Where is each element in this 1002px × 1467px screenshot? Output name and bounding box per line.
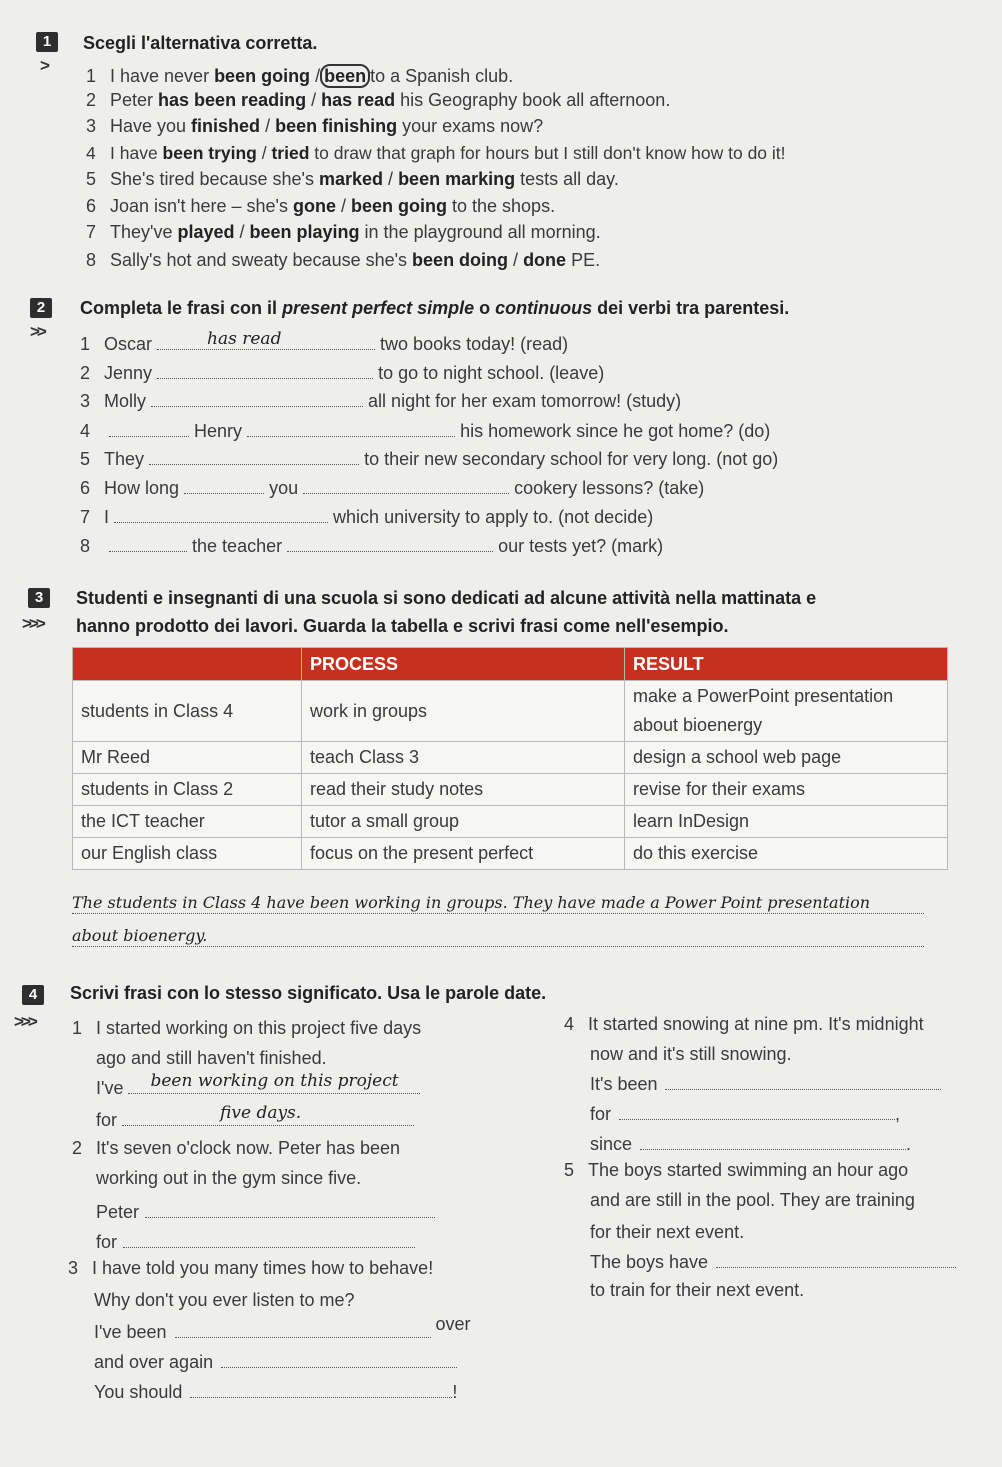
answer-blank[interactable]: [247, 422, 455, 437]
ex1-item-3: 3 Have you finished / been finishing your exams now?: [86, 116, 544, 136]
table-header-process: PROCESS: [302, 648, 625, 681]
ex1-item-2: 2 Peter has been reading / has read his Geography book all afternoon.: [86, 90, 671, 110]
ex2-item-8: 8 the teacher our tests yet? (mark): [80, 536, 664, 556]
table-cell-process: teach Class 3: [302, 742, 625, 774]
circled-answer: been: [320, 64, 370, 88]
answer-blank[interactable]: [145, 1203, 435, 1218]
ex1-item-8: 8 Sally's hot and sweaty because she's been doing / done PE.: [86, 250, 601, 270]
ex1-item-5: 5 She's tired because she's marked / been marking tests all day.: [86, 169, 619, 189]
exercise-3-heading-line-2: hanno prodotto dei lavori. Guarda la tabella e scrivi frasi come nell'esempio.: [76, 616, 729, 636]
table-cell-who: our English class: [73, 838, 302, 870]
answer-blank[interactable]: [114, 508, 328, 523]
answer-blank[interactable]: [190, 1383, 452, 1398]
level-indicator: >>>: [14, 1012, 35, 1031]
level-indicator: >>: [30, 322, 44, 341]
ex4-item-5-line-1: 5 The boys started swimming an hour ago: [564, 1160, 909, 1180]
table-row: [73, 838, 948, 870]
ex4-item-5-answer-2: to train for their next event.: [590, 1280, 805, 1300]
exercise-2-badge: 2: [30, 298, 52, 318]
table-cell-result: do this exercise: [625, 838, 948, 870]
ex1-item-1: 1 I have never been going / been to a Spanish club.: [86, 66, 514, 86]
process-result-table: [72, 647, 948, 870]
ex4-item-3-answer-2: and over again: [94, 1352, 457, 1373]
exercise-4-badge: 4: [22, 985, 44, 1005]
ex2-item-7: 7 I which university to apply to. (not decide): [80, 507, 654, 527]
table-cell-process: tutor a small group: [302, 806, 625, 838]
ex2-item-1: 1 Oscar has read two books today! (read): [80, 329, 569, 354]
exercise-3-heading-line-1: Studenti e insegnanti di una scuola si sono dedicati ad alcune attività nella mattinata e: [76, 588, 817, 608]
table-row: [73, 806, 948, 838]
level-indicator: >>>: [22, 614, 43, 633]
level-indicator: >: [40, 56, 47, 75]
ex4-item-1-answer-2: for five days.: [96, 1110, 414, 1131]
ex1-item-7: 7 They've played / been playing in the playground all morning.: [86, 222, 601, 242]
answer-blank[interactable]: [303, 479, 509, 494]
exercise-4-heading: Scrivi frasi con lo stesso significato. Usa le parole date.: [70, 983, 547, 1003]
ex4-item-1-line-1: 1 I started working on this project five days: [72, 1018, 422, 1038]
ex2-item-5: 5 They to their new secondary school for very long. (not go): [80, 449, 779, 469]
answer-blank[interactable]: [109, 422, 189, 437]
ex2-item-2: 2 Jenny to go to night school. (leave): [80, 363, 605, 383]
ex4-item-3-answer-1: I've been over: [94, 1314, 471, 1342]
answer-blank[interactable]: [287, 537, 493, 552]
table-cell-result: design a school web page: [625, 742, 948, 774]
ex2-item-3: 3 Molly all night for her exam tomorrow! (study): [80, 391, 682, 411]
exercise-1-badge: 1: [36, 32, 58, 52]
answer-blank[interactable]: [619, 1105, 895, 1120]
answer-blank[interactable]: [640, 1135, 906, 1150]
answer-blank[interactable]: [665, 1075, 941, 1090]
handwritten-answer: been working on this project: [150, 1071, 399, 1091]
answer-blank[interactable]: [184, 479, 264, 494]
handwritten-answer: has read: [207, 329, 282, 349]
table-cell-process: work in groups: [302, 681, 625, 742]
ex4-item-3-answer-3: You should !: [94, 1382, 458, 1402]
ex4-item-4-line-1: 4 It started snowing at nine pm. It's midnight: [564, 1014, 924, 1034]
table-row: [73, 742, 948, 774]
answer-blank[interactable]: [151, 392, 363, 407]
answer-blank[interactable]: [109, 537, 187, 552]
table-cell-process: focus on the present perfect: [302, 838, 625, 870]
table-header-result: RESULT: [625, 648, 948, 681]
table-cell-result: make a PowerPoint presentation about bioenergy: [625, 681, 948, 742]
ex4-item-3-line-2: Why don't you ever listen to me?: [94, 1290, 355, 1310]
ex1-item-6: 6 Joan isn't here – she's gone / been going to the shops.: [86, 196, 556, 216]
table-header-blank: [73, 648, 302, 681]
ex4-item-2-answer-1: Peter: [96, 1202, 435, 1223]
answer-blank[interactable]: [221, 1353, 457, 1368]
table-cell-process: read their study notes: [302, 774, 625, 806]
ex4-item-5-line-3: for their next event.: [590, 1222, 745, 1242]
ex1-item-4: 4 I have been trying / tried to draw that graph for hours but I still don't know how to do it!: [86, 143, 786, 163]
ex4-item-4-answer-1: It's been: [590, 1074, 941, 1095]
ex2-item-4: 4 Henry his homework since he got home? (do): [80, 421, 771, 441]
answer-blank[interactable]: [123, 1233, 415, 1248]
example-answer-line-1: The students in Class 4 have been working in groups. They have made a Power Point presentation: [72, 893, 924, 914]
ex4-item-1-answer-1: I've been working on this project: [96, 1078, 420, 1099]
answer-blank[interactable]: [716, 1253, 956, 1268]
answer-blank[interactable]: [149, 450, 359, 465]
example-answer-line-2: about bioenergy.: [72, 926, 924, 947]
ex4-item-5-answer-1: The boys have: [590, 1252, 956, 1273]
table-row: [73, 681, 948, 742]
ex2-item-6: 6 How long you cookery lessons? (take): [80, 478, 705, 498]
ex4-item-1-line-2: ago and still haven't finished.: [96, 1048, 327, 1068]
ex4-item-4-line-2: now and it's still snowing.: [590, 1044, 792, 1064]
ex4-item-2-line-1: 2 It's seven o'clock now. Peter has been: [72, 1138, 401, 1158]
table-cell-who: Mr Reed: [73, 742, 302, 774]
exercise-2-heading: Completa le frasi con il present perfect simple o continuous dei verbi tra parentesi.: [80, 298, 790, 318]
table-cell-result: learn InDesign: [625, 806, 948, 838]
ex4-item-4-answer-2: for ,: [590, 1104, 901, 1124]
ex4-item-2-line-2: working out in the gym since five.: [96, 1168, 362, 1188]
exercise-3-badge: 3: [28, 588, 50, 608]
table-header-row: [73, 648, 948, 681]
exercise-1-heading: Scegli l'alternativa corretta.: [83, 33, 318, 53]
ex4-item-5-line-2: and are still in the pool. They are training: [590, 1190, 915, 1210]
table-cell-who: students in Class 2: [73, 774, 302, 806]
ex4-item-4-answer-3: since .: [590, 1134, 912, 1154]
table-row: [73, 774, 948, 806]
handwritten-answer: five days.: [220, 1103, 302, 1123]
answer-blank[interactable]: [157, 364, 373, 379]
ex4-item-2-answer-2: for: [96, 1232, 415, 1253]
table-cell-result: revise for their exams: [625, 774, 948, 806]
table-cell-who: the ICT teacher: [73, 806, 302, 838]
table-cell-who: students in Class 4: [73, 681, 302, 742]
ex4-item-3-line-1: 3 I have told you many times how to behave!: [68, 1258, 434, 1278]
answer-blank[interactable]: [175, 1323, 431, 1338]
